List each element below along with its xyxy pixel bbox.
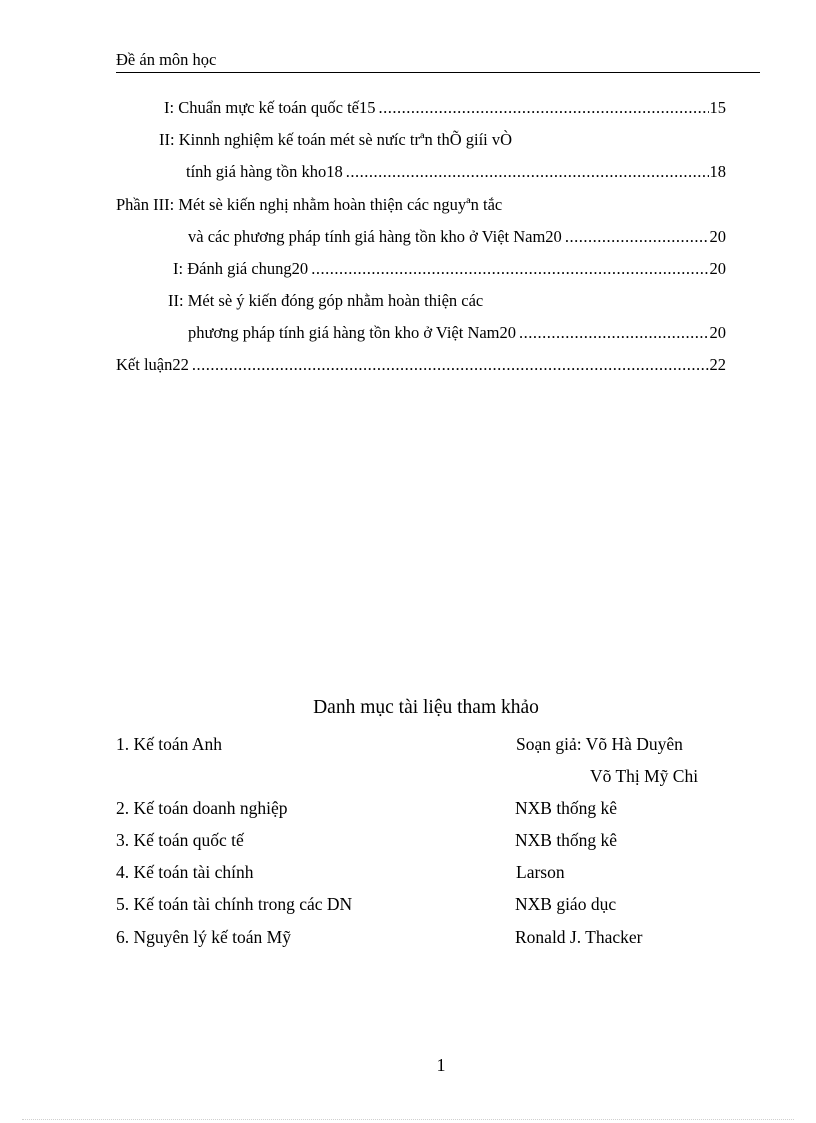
reference-source: NXB thống kê	[515, 830, 618, 850]
reference-source: NXB giáo dục	[515, 894, 617, 914]
reference-source: Soạn giả: Võ Hà Duyên	[516, 734, 683, 754]
toc-entry-label: II: Kinnh nghiệm kế toán mét sè nưíc trªn thÕ giíi vÒ	[159, 130, 513, 149]
toc-entry-label: và các phương pháp tính giá hàng tồn kho ở Việt Nam20	[188, 227, 562, 246]
toc-entry-label: II: Mét sè ý kiến đóng góp nhằm hoàn thiện các	[168, 291, 484, 310]
reference-source: Võ Thị Mỹ Chi	[590, 766, 699, 786]
toc-entry-page: 20	[709, 323, 726, 342]
toc-entry-label: phương pháp tính giá hàng tồn kho ở Việt Nam20	[188, 323, 517, 342]
toc-leader-dots	[378, 97, 708, 119]
page-number: 1	[436, 1055, 446, 1075]
toc-leader-dots	[519, 322, 708, 344]
toc-entry-label: Kết luận22	[116, 355, 189, 374]
toc-entry[interactable]	[188, 322, 726, 344]
references-title: Danh mục tài liệu tham khảo	[313, 697, 539, 718]
reference-title: 5. Kế toán tài chính trong các DN	[116, 894, 353, 914]
toc-entry-label: Phần III: Mét sè kiến nghị nhằm hoàn thiện các nguyªn tắc	[116, 195, 503, 214]
page-bottom-divider	[22, 1119, 794, 1120]
reference-source: Ronald J. Thacker	[515, 927, 643, 947]
toc-entry[interactable]	[116, 194, 502, 216]
toc-leader-dots	[311, 258, 708, 280]
toc-entry[interactable]	[159, 129, 512, 151]
toc-entry-page: 15	[709, 98, 726, 117]
reference-source: Larson	[516, 862, 565, 882]
toc-entry[interactable]	[186, 161, 726, 183]
reference-title: 3. Kế toán quốc tế	[116, 830, 244, 850]
toc-leader-dots	[192, 354, 709, 376]
toc-entry[interactable]	[188, 226, 726, 248]
reference-title: 1. Kế toán Anh	[116, 734, 222, 754]
toc-entry-page: 20	[709, 259, 726, 278]
toc-leader-dots	[565, 226, 709, 248]
toc-entry-page: 18	[709, 162, 726, 181]
header-title: Đề án môn học	[116, 50, 217, 69]
toc-leader-dots	[346, 161, 709, 183]
reference-title: 2. Kế toán doanh nghiệp	[116, 798, 288, 818]
toc-entry-page: 20	[709, 227, 726, 246]
reference-title: 4. Kế toán tài chính	[116, 862, 254, 882]
toc-entry[interactable]	[164, 97, 726, 119]
toc-entry[interactable]	[173, 258, 726, 280]
reference-source: NXB thống kê	[515, 798, 618, 818]
toc-entry[interactable]	[168, 290, 483, 312]
reference-title: 6. Nguyên lý kế toán Mỹ	[116, 927, 291, 947]
toc-entry-label: I: Chuẩn mực kế toán quốc tế15	[164, 98, 376, 117]
toc-entry-label: I: Đánh giá chung20	[173, 259, 309, 278]
toc-entry[interactable]	[116, 354, 726, 376]
toc-entry-page: 22	[709, 355, 726, 374]
toc-entry-label: tính giá hàng tồn kho18	[186, 162, 343, 181]
page-header	[116, 50, 760, 73]
